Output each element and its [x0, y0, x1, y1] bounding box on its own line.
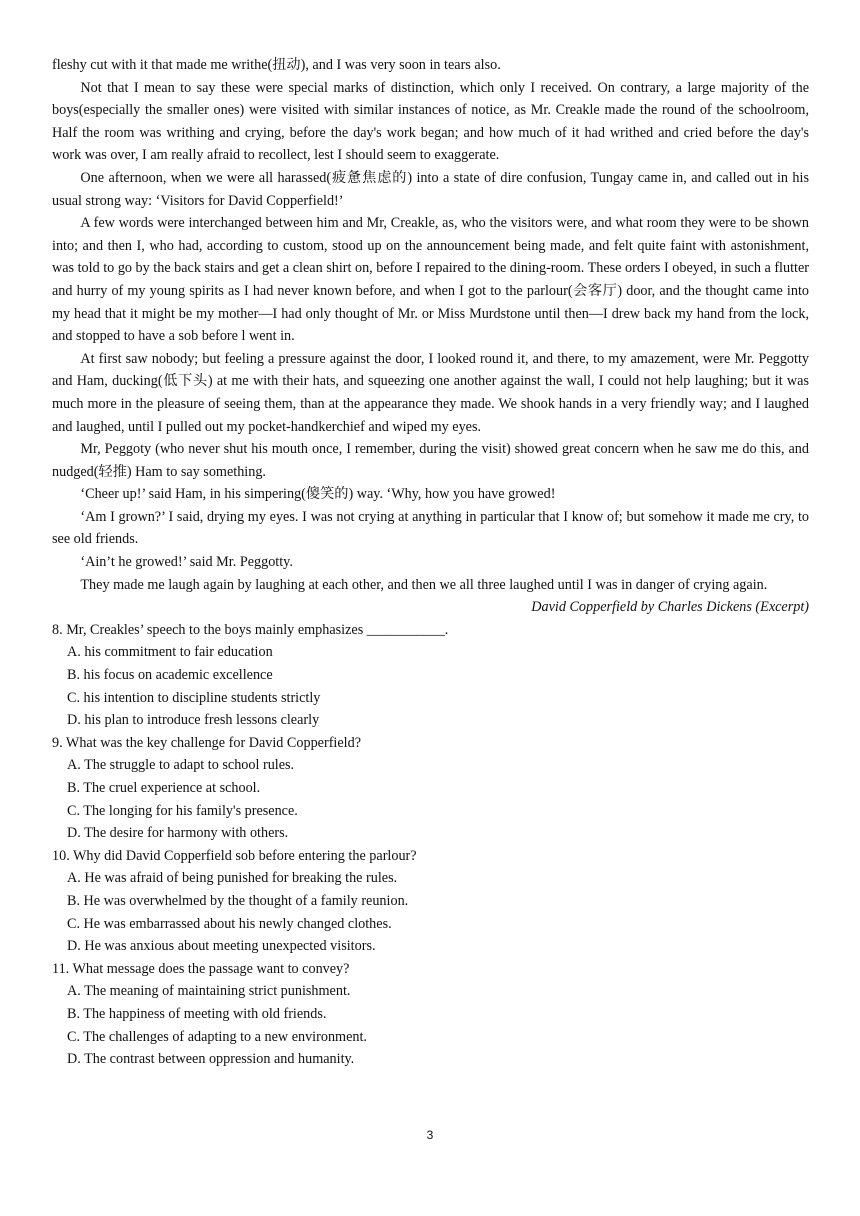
passage-paragraph: ‘Cheer up!’ said Ham, in his simpering(傻笑的) way. ‘Why, how you have growed!	[80, 486, 556, 503]
passage-paragraph: A few words were interchanged between him and Mr, Creakle, as, who the visitors were, and what room they were to be shown into; and then I, who had, according to custom, stood up on the announcement being made, and felt quite faint with astonishment, was told to go by the back stairs and get a clean shirt on, before I repaired to the dining-room. These orders I obeyed, in such a flutter and hurry of my young spirits as I had never known before, and when I got to the parlour(会客厅) door, and the thought came into my head that it might be my mother—I had only thought of Mr. or Miss Murdstone until then—I drew back my hand from the lock, and stopped to have a sob before l went in.	[52, 215, 809, 345]
answer-option-a: A. The meaning of maintaining strict punishment.	[67, 983, 351, 1000]
answer-option-b: B. The cruel experience at school.	[67, 780, 261, 796]
answer-option-a: A. his commitment to fair education	[67, 644, 273, 661]
answer-option-b: B. He was overwhelmed by the thought of a family reunion.	[67, 892, 409, 909]
answer-option-a: A. The struggle to adapt to school rules.	[67, 757, 295, 774]
passage-paragraph: Not that I mean to say these were special marks of distinction, which only I received. On contrary, a large majority of the boys(especially the smaller ones) were visited with similar instances of notice, as Mr. Creakle made the round of the schoolroom, Half the room was writhing and crying, before the day's work began; and how much of it had writhed and cried before the day's work was over, I am really afraid to recollect, lest I should seem to exaggerate.	[52, 79, 809, 164]
passage-paragraph: One afternoon, when we were all harassed(疲惫焦虑的) into a state of dire confusion, Tungay came in, and called out in his usual strong way: ‘Visitors for David Copperfield!’	[52, 169, 809, 209]
question-stem: 8. Mr, Creakles’ speech to the boys mainly emphasizes ___________.	[52, 621, 449, 638]
passage-paragraph: They made me laugh again by laughing at each other, and then we all three laughed until I was in danger of crying again.	[80, 576, 768, 593]
question-8	[52, 619, 809, 732]
question-stem: 11. What message does the passage want to convey?	[52, 960, 350, 977]
question-stem: 10. Why did David Copperfield sob before entering the parlour?	[52, 847, 417, 864]
answer-options	[52, 641, 809, 731]
answer-option-d: D. The contrast between oppression and humanity.	[67, 1051, 355, 1068]
passage-paragraph: ‘Ain’t he growed!’ said Mr. Peggotty.	[80, 554, 293, 571]
answer-option-c: C. The longing for his family's presence.	[67, 802, 298, 819]
answer-options	[52, 867, 809, 957]
question-11	[52, 958, 809, 1071]
answer-option-d: D. his plan to introduce fresh lessons clearly	[67, 712, 320, 729]
passage-paragraph: Mr, Peggoty (who never shut his mouth once, I remember, during the visit) showed great concern when he saw me do this, and nudged(轻推) Ham to say something.	[52, 441, 809, 480]
answer-options	[52, 980, 809, 1070]
answer-option-c: C. his intention to discipline students strictly	[67, 689, 321, 706]
answer-option-c: C. He was embarrassed about his newly changed clothes.	[67, 915, 392, 932]
answer-option-b: B. his focus on academic excellence	[67, 667, 273, 684]
reading-passage	[52, 54, 809, 619]
question-9	[52, 732, 809, 845]
question-stem: 9. What was the key challenge for David Copperfield?	[52, 734, 361, 751]
passage-paragraph: fleshy cut with it that made me writhe(扭动), and I was very soon in tears also.	[52, 57, 501, 73]
page-number: 3	[426, 1128, 434, 1142]
answer-option-b: B. The happiness of meeting with old friends.	[67, 1005, 327, 1022]
question-10	[52, 845, 809, 958]
answer-option-c: C. The challenges of adapting to a new environment.	[67, 1028, 367, 1045]
answer-option-d: D. He was anxious about meeting unexpected visitors.	[67, 938, 376, 955]
passage-paragraph: ‘Am I grown?’ I said, drying my eyes. I was not crying at anything in particular that I know of; but somehow it made me cry, to see old friends.	[52, 508, 809, 548]
passage-source: David Copperfield by Charles Dickens (Excerpt)	[531, 599, 809, 616]
document-page	[52, 54, 809, 1071]
answer-options	[52, 754, 809, 844]
answer-option-a: A. He was afraid of being punished for breaking the rules.	[67, 870, 398, 887]
answer-option-d: D. The desire for harmony with others.	[67, 825, 289, 842]
passage-paragraph: At first saw nobody; but feeling a pressure against the door, I looked round it, and there, to my amazement, were Mr. Peggotty and Ham, ducking(低下头) at me with their hats, and squeezing one another against the wall, I could not help laughing; but it was much more in the pleasure of seeing them, than at the appearance they made. We shook hands in a very friendly way; and I laughed and laughed, until I pulled out my pocket-handkerchief and wiped my eyes.	[52, 350, 809, 435]
